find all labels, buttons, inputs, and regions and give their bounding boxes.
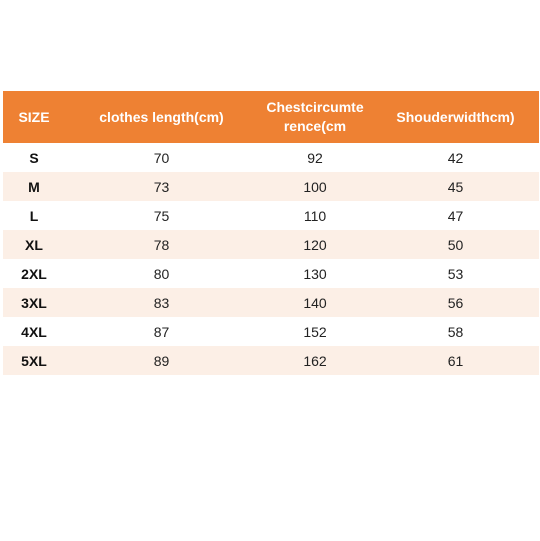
table-row xyxy=(3,288,539,317)
shoulder-cell: 42 xyxy=(447,149,464,166)
shoulder-cell: 56 xyxy=(447,294,464,311)
clothes-length-cell: 78 xyxy=(153,236,170,253)
table-row xyxy=(3,230,539,259)
size-cell: 5XL xyxy=(21,352,47,369)
header-shoulder-width: Shouderwidthcm) xyxy=(396,108,515,125)
table-row xyxy=(3,143,539,172)
size-cell: 2XL xyxy=(21,265,47,282)
clothes-length-cell: 73 xyxy=(153,178,170,195)
table-row xyxy=(3,259,539,288)
shoulder-cell: 45 xyxy=(447,178,464,195)
shoulder-cell: 61 xyxy=(447,352,464,369)
clothes-length-cell: 89 xyxy=(153,352,170,369)
chest-cell: 92 xyxy=(307,149,323,166)
size-cell: 3XL xyxy=(21,294,47,311)
table-row xyxy=(3,172,539,201)
size-cell: 4XL xyxy=(21,323,47,340)
shoulder-cell: 50 xyxy=(447,236,464,253)
clothes-length-cell: 83 xyxy=(153,294,170,311)
size-cell: S xyxy=(29,149,39,166)
table-row xyxy=(3,346,539,375)
size-cell: XL xyxy=(25,236,43,253)
chest-cell: 100 xyxy=(303,178,327,195)
table-header xyxy=(3,91,539,143)
chest-cell: 140 xyxy=(303,294,327,311)
table-row xyxy=(3,201,539,230)
shoulder-cell: 47 xyxy=(447,207,464,224)
header-row xyxy=(3,91,539,143)
size-cell: L xyxy=(29,207,39,224)
header-size: SIZE xyxy=(18,108,50,125)
clothes-length-cell: 87 xyxy=(153,323,170,340)
shoulder-cell: 53 xyxy=(447,265,464,282)
chest-cell: 162 xyxy=(303,352,327,369)
clothes-length-cell: 70 xyxy=(153,149,170,166)
table-row xyxy=(3,317,539,346)
clothes-length-cell: 75 xyxy=(153,207,170,224)
chest-cell: 130 xyxy=(303,265,327,282)
clothes-length-cell: 80 xyxy=(153,265,170,282)
header-clothes-length: clothes length(cm) xyxy=(99,108,224,125)
chest-cell: 152 xyxy=(303,323,327,340)
header-chest-circumference: Chestcircumte rence(cm xyxy=(266,99,364,134)
chest-cell: 110 xyxy=(303,207,327,224)
table-body xyxy=(3,143,539,375)
shoulder-cell: 58 xyxy=(447,323,464,340)
size-cell: M xyxy=(28,178,40,195)
chest-cell: 120 xyxy=(303,236,327,253)
size-chart-table xyxy=(3,91,539,375)
